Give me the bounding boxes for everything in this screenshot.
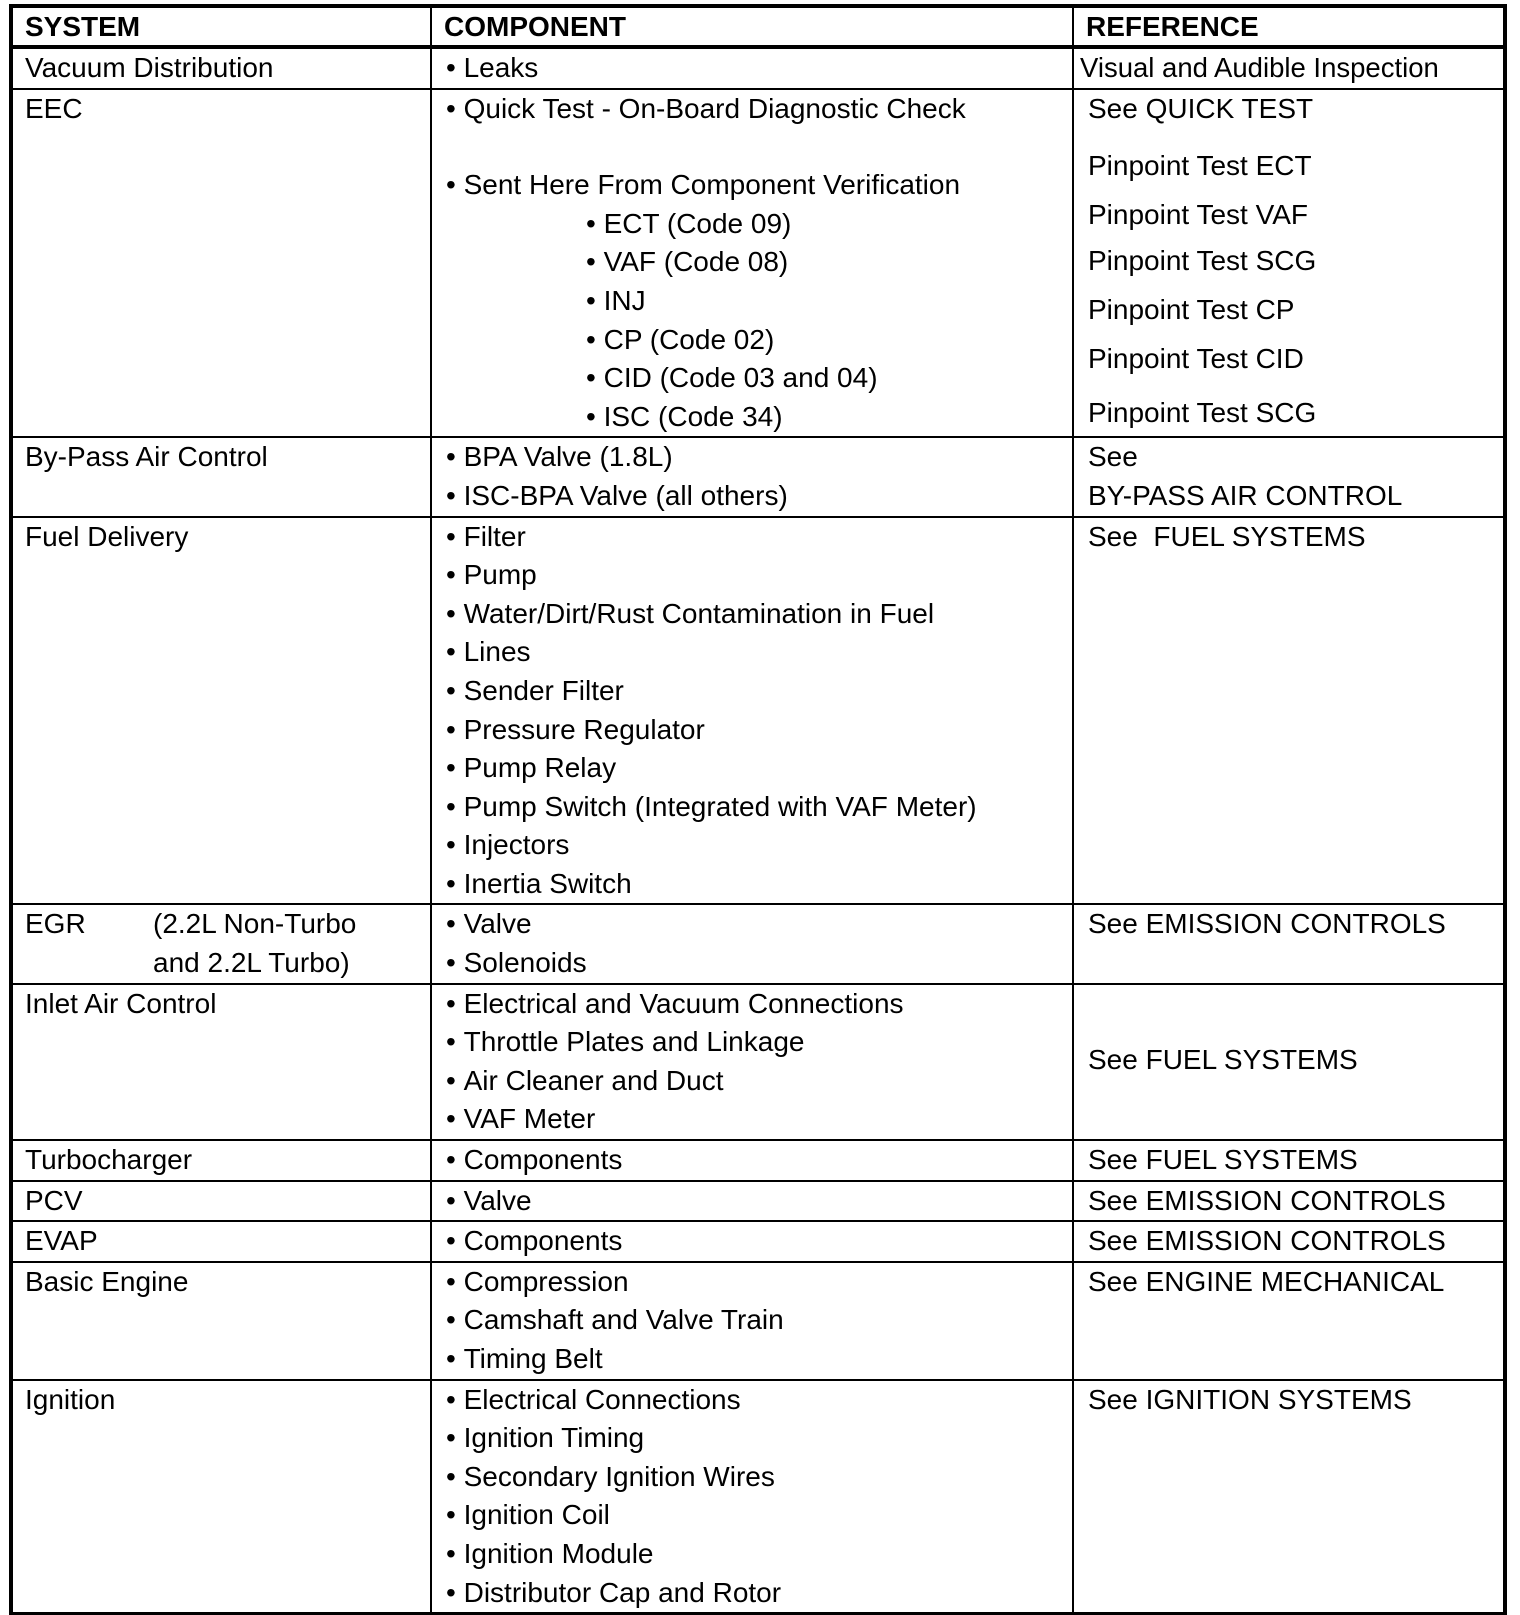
table-row bbox=[11, 984, 1505, 1140]
reference-cell bbox=[1073, 1221, 1505, 1262]
reference-cell bbox=[1073, 904, 1505, 983]
reference-cell bbox=[1073, 47, 1505, 89]
reference-cell bbox=[1073, 89, 1505, 438]
component-item: • Timing Belt bbox=[446, 1340, 1072, 1379]
component-item: • Inertia Switch bbox=[446, 865, 1072, 904]
header-row bbox=[11, 6, 1505, 47]
component-item: • Leaks bbox=[446, 49, 1072, 88]
reference-cell bbox=[1073, 517, 1505, 905]
subcomponent-item: • CID (Code 03 and 04) bbox=[446, 359, 1072, 398]
system-cell: Vacuum Distribution bbox=[11, 47, 431, 89]
table-row bbox=[11, 1221, 1505, 1262]
system-cell: Inlet Air Control bbox=[11, 984, 431, 1140]
reference-item: Pinpoint Test CID bbox=[1088, 342, 1304, 374]
reference-item: See bbox=[1088, 441, 1138, 473]
reference-cell bbox=[1073, 984, 1505, 1140]
component-cell bbox=[431, 1181, 1073, 1222]
diagnostic-reference-table bbox=[9, 4, 1507, 1615]
component-cell bbox=[431, 437, 1073, 516]
system-cell bbox=[11, 904, 431, 983]
table-row bbox=[11, 47, 1505, 89]
reference-item: See FUEL SYSTEMS bbox=[1088, 1044, 1358, 1076]
reference-item: See EMISSION CONTROLS bbox=[1088, 1225, 1446, 1257]
reference-cell bbox=[1073, 1140, 1505, 1181]
component-cell bbox=[431, 47, 1073, 89]
component-cell bbox=[431, 1262, 1073, 1380]
reference-item: Pinpoint Test SCG bbox=[1088, 244, 1317, 276]
reference-cell bbox=[1073, 437, 1505, 516]
component-item: • Camshaft and Valve Train bbox=[446, 1301, 1072, 1340]
component-item: • Water/Dirt/Rust Contamination in Fuel bbox=[446, 595, 1072, 634]
component-item: • Throttle Plates and Linkage bbox=[446, 1023, 1072, 1062]
table-row bbox=[11, 89, 1505, 438]
component-item: • Components bbox=[446, 1141, 1072, 1180]
system-cell: Basic Engine bbox=[11, 1262, 431, 1380]
table-row bbox=[11, 1181, 1505, 1222]
system-note: (2.2L Non-Turbo bbox=[153, 908, 357, 940]
component-item: • Air Cleaner and Duct bbox=[446, 1062, 1072, 1101]
reference-cell bbox=[1073, 1262, 1505, 1380]
system-name: EGR bbox=[25, 908, 86, 940]
reference-cell bbox=[1073, 1380, 1505, 1614]
component-cell bbox=[431, 904, 1073, 983]
system-cell: Turbocharger bbox=[11, 1140, 431, 1181]
component-item: • Electrical Connections bbox=[446, 1381, 1072, 1420]
system-note: and 2.2L Turbo) bbox=[153, 947, 350, 979]
system-cell: Fuel Delivery bbox=[11, 517, 431, 905]
component-item: • Lines bbox=[446, 633, 1072, 672]
reference-item: See FUEL SYSTEMS bbox=[1088, 520, 1366, 552]
component-item: • Ignition Module bbox=[446, 1535, 1072, 1574]
subcomponent-item: • CP (Code 02) bbox=[446, 321, 1072, 360]
component-item: • Pressure Regulator bbox=[446, 711, 1072, 750]
subcomponent-item: • VAF (Code 08) bbox=[446, 243, 1072, 282]
table-row bbox=[11, 904, 1505, 983]
component-item: • Sender Filter bbox=[446, 672, 1072, 711]
reference-item: BY-PASS AIR CONTROL bbox=[1088, 479, 1403, 511]
table-row bbox=[11, 517, 1505, 905]
component-cell bbox=[431, 1140, 1073, 1181]
component-item: • Valve bbox=[446, 905, 1072, 944]
system-cell: Ignition bbox=[11, 1380, 431, 1614]
component-item: • Components bbox=[446, 1222, 1072, 1261]
reference-item: Visual and Audible Inspection bbox=[1080, 52, 1439, 83]
reference-item: See QUICK TEST bbox=[1088, 92, 1314, 124]
component-item: • Secondary Ignition Wires bbox=[446, 1458, 1072, 1497]
component-item: • Solenoids bbox=[446, 944, 1072, 983]
component-item: • ISC-BPA Valve (all others) bbox=[446, 477, 1072, 516]
component-cell bbox=[431, 984, 1073, 1140]
reference-item: See IGNITION SYSTEMS bbox=[1088, 1383, 1412, 1415]
component-cell bbox=[431, 89, 1073, 438]
component-item: • Electrical and Vacuum Connections bbox=[446, 985, 1072, 1024]
header-component: COMPONENT bbox=[431, 6, 1073, 47]
reference-item: See EMISSION CONTROLS bbox=[1088, 908, 1446, 940]
subcomponent-item: • ISC (Code 34) bbox=[446, 398, 1072, 437]
reference-item: Pinpoint Test ECT bbox=[1088, 149, 1312, 181]
component-item: • Ignition Timing bbox=[446, 1419, 1072, 1458]
component-item: • Quick Test - On-Board Diagnostic Check bbox=[446, 90, 1072, 129]
subcomponent-item: • ECT (Code 09) bbox=[446, 205, 1072, 244]
component-cell bbox=[431, 517, 1073, 905]
component-cell bbox=[431, 1221, 1073, 1262]
table-row bbox=[11, 1262, 1505, 1380]
header-system: SYSTEM bbox=[11, 6, 431, 47]
component-item: • Distributor Cap and Rotor bbox=[446, 1574, 1072, 1613]
table-row bbox=[11, 1140, 1505, 1181]
table-row bbox=[11, 437, 1505, 516]
header-reference: REFERENCE bbox=[1073, 6, 1505, 47]
system-cell: By-Pass Air Control bbox=[11, 437, 431, 516]
subcomponent-item: • INJ bbox=[446, 282, 1072, 321]
reference-item: Pinpoint Test CP bbox=[1088, 293, 1295, 325]
reference-cell bbox=[1073, 1181, 1505, 1222]
reference-item: Pinpoint Test SCG bbox=[1088, 396, 1317, 428]
system-cell: PCV bbox=[11, 1181, 431, 1222]
component-item: • BPA Valve (1.8L) bbox=[446, 438, 1072, 477]
component-item: • Sent Here From Component Verification bbox=[446, 166, 1072, 205]
system-cell: EVAP bbox=[11, 1221, 431, 1262]
system-cell: EEC bbox=[11, 89, 431, 438]
reference-item: See EMISSION CONTROLS bbox=[1088, 1184, 1446, 1216]
component-item: • Compression bbox=[446, 1263, 1072, 1302]
component-item: • Pump Switch (Integrated with VAF Meter) bbox=[446, 788, 1072, 827]
reference-item: Pinpoint Test VAF bbox=[1088, 198, 1308, 230]
component-item: • Filter bbox=[446, 518, 1072, 557]
component-cell bbox=[431, 1380, 1073, 1614]
component-item: • Pump bbox=[446, 556, 1072, 595]
reference-item: See FUEL SYSTEMS bbox=[1088, 1144, 1358, 1176]
table-row bbox=[11, 1380, 1505, 1614]
reference-item: See ENGINE MECHANICAL bbox=[1088, 1265, 1445, 1297]
component-item: • Injectors bbox=[446, 826, 1072, 865]
component-item: • Ignition Coil bbox=[446, 1496, 1072, 1535]
component-item: • Pump Relay bbox=[446, 749, 1072, 788]
component-item: • VAF Meter bbox=[446, 1100, 1072, 1139]
component-item: • Valve bbox=[446, 1182, 1072, 1221]
